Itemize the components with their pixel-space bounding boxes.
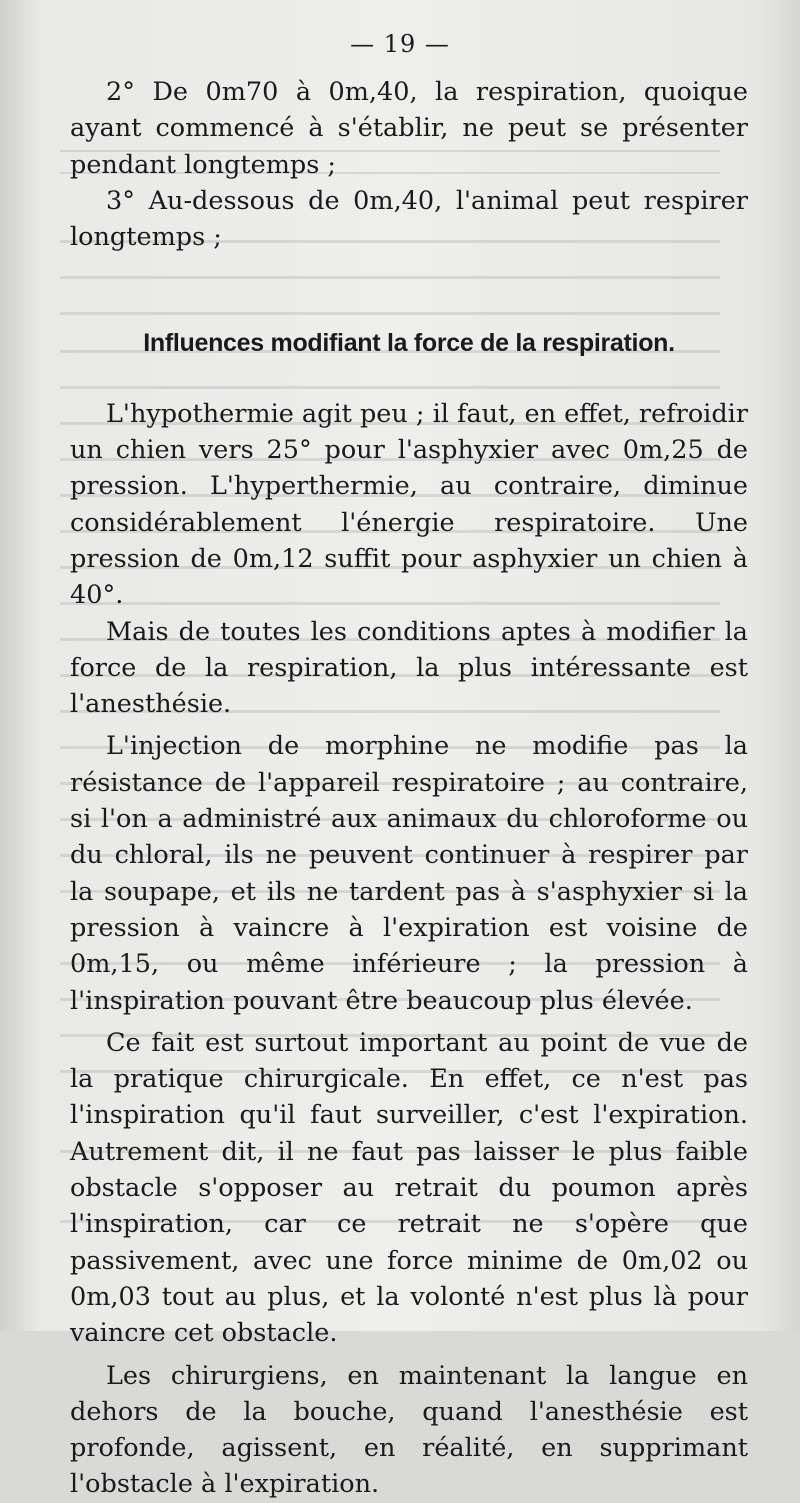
- paragraph-item-3: 3° Au-dessous de 0m,40, l'animal peut respirer longtemps ;: [70, 185, 748, 253]
- section-heading: Influences modifiant la force de la respiration.: [143, 329, 675, 358]
- page-number: — 19 —: [350, 30, 450, 58]
- paragraph-chirurgiens: Les chirurgiens, en maintenant la langue en dehors de la bouche, quand l'anesthésie est profonde, agissent, en réalité, en supprimant l'obstacle à l'expiration.: [70, 1360, 748, 1500]
- paragraph-chirurgie: Ce fait est surtout important au point de vue de la pratique chirurgicale. En effet, ce n'est pas l'inspiration qu'il faut surveiller, c'est l'expiration. Autrement dit, il ne faut pas laisser le plus faible obstacle s'opposer au retrait du poumon après l'inspiration, car ce retrait ne s'opère que passivement, avec une force minime de 0m,02 ou 0m,03 tout au plus, et la volonté n'est plus là pour vaincre cet obstacle.: [70, 1027, 748, 1349]
- page-body: [70, 74, 748, 1503]
- paragraph-morphine: L'injection de morphine ne modifie pas la résistance de l'appareil respiratoire ; au contraire, si l'on a administré aux animaux du chloroforme ou du chloral, ils ne peuvent continuer à respirer par la soupape, et ils ne tardent pas à s'asphyxier si la pression à vaincre à l'expiration est voisine de 0m,15, ou même inférieure ; la pression à l'inspiration pouvant être beaucoup plus élevée.: [70, 731, 748, 1016]
- paragraph-anesthesie: Mais de toutes les conditions aptes à modifier la force de la respiration, la plus intéressante est l'anesthésie.: [70, 616, 748, 720]
- paragraph-item-2: 2° De 0m70 à 0m,40, la respiration, quoique ayant commencé à s'établir, ne peut se présenter pendant longtemps ;: [70, 77, 748, 180]
- paragraph-hypothermie: L'hypothermie agit peu ; il faut, en effet, refroidir un chien vers 25° pour l'asphyxier avec 0m,25 de pression. L'hyperthermie, au contraire, diminue considérablement l'énergie respiratoire. Une pression de 0m,12 suffit pour asphyxier un chien à 40°.: [70, 398, 749, 611]
